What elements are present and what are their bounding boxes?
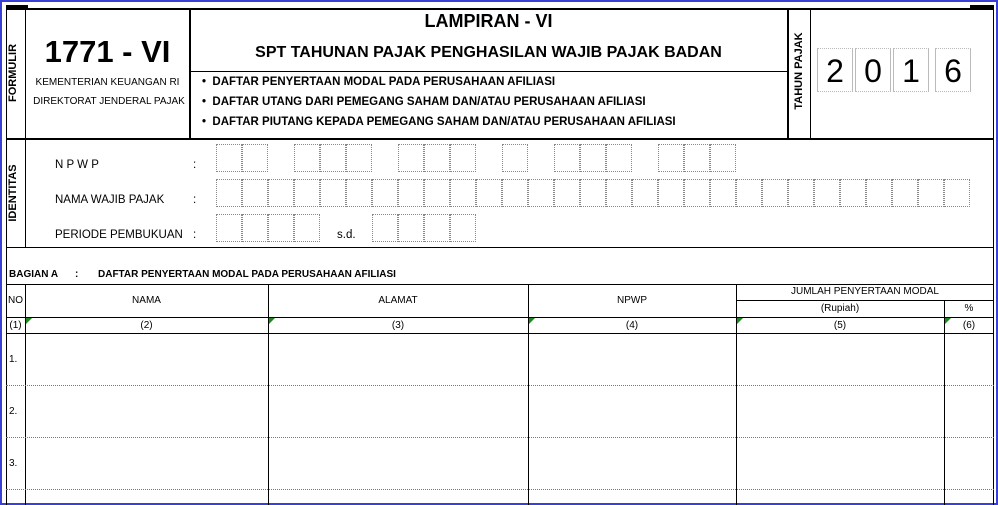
colnum-2: (2) bbox=[140, 320, 153, 331]
period-sd-label: s.d. bbox=[337, 229, 356, 241]
name-char-box[interactable] bbox=[580, 179, 606, 207]
row-separator-1 bbox=[6, 385, 994, 386]
taxpayer-name-colon: : bbox=[193, 194, 197, 206]
identity-divider bbox=[25, 138, 26, 248]
name-char-box[interactable] bbox=[606, 179, 632, 207]
npwp-char-box[interactable] bbox=[450, 144, 476, 172]
name-char-box[interactable] bbox=[528, 179, 554, 207]
bullet-item-2: • DAFTAR UTANG DARI PEMEGANG SAHAM DAN/ATAU PERUSAHAAN AFILIASI bbox=[202, 96, 646, 108]
name-char-box[interactable] bbox=[762, 179, 788, 207]
name-char-box[interactable] bbox=[736, 179, 762, 207]
name-char-box[interactable] bbox=[866, 179, 892, 207]
period-char-box[interactable] bbox=[216, 214, 242, 242]
header-divider-3 bbox=[787, 8, 789, 138]
header-no: NO bbox=[8, 295, 23, 306]
name-char-box[interactable] bbox=[216, 179, 242, 207]
npwp-char-box[interactable] bbox=[606, 144, 632, 172]
table-header-bottom bbox=[6, 317, 994, 318]
period-char-box[interactable] bbox=[268, 214, 294, 242]
top-border bbox=[6, 8, 994, 10]
table-top bbox=[6, 284, 994, 285]
tax-year-digit-1[interactable]: 2 bbox=[817, 48, 853, 92]
npwp-char-box[interactable] bbox=[242, 144, 268, 172]
identity-bottom bbox=[6, 247, 994, 248]
period-char-box[interactable] bbox=[424, 214, 450, 242]
npwp-char-box[interactable] bbox=[216, 144, 242, 172]
name-char-box[interactable] bbox=[346, 179, 372, 207]
taxpayer-name-label: NAMA WAJIB PAJAK bbox=[55, 194, 165, 206]
comment-marker-icon bbox=[945, 318, 951, 324]
npwp-char-box[interactable] bbox=[554, 144, 580, 172]
name-char-box[interactable] bbox=[684, 179, 710, 207]
form-subtitle: SPT TAHUNAN PAJAK PENGHASILAN WAJIB PAJAK BADAN bbox=[255, 44, 722, 61]
period-char-box[interactable] bbox=[242, 214, 268, 242]
period-char-box[interactable] bbox=[294, 214, 320, 242]
name-char-box[interactable] bbox=[294, 179, 320, 207]
name-char-box[interactable] bbox=[658, 179, 684, 207]
header-percent: % bbox=[964, 303, 974, 314]
row-separator-3 bbox=[6, 489, 994, 490]
name-char-box[interactable] bbox=[788, 179, 814, 207]
period-char-box[interactable] bbox=[372, 214, 398, 242]
corner-marker-right bbox=[970, 5, 994, 10]
name-char-box[interactable] bbox=[502, 179, 528, 207]
table-subheader-line bbox=[736, 300, 994, 301]
name-char-box[interactable] bbox=[424, 179, 450, 207]
bullet-text-3: DAFTAR PIUTANG KEPADA PEMEGANG SAHAM DAN/ATAU PERUSAHAAN AFILIASI bbox=[212, 116, 676, 128]
right-border bbox=[993, 8, 994, 505]
colnum-5: (5) bbox=[833, 320, 847, 331]
header-jumlah: JUMLAH PENYERTAAN MODAL bbox=[791, 286, 939, 297]
ministry-name: KEMENTERIAN KEUANGAN RI bbox=[35, 77, 180, 88]
name-char-box[interactable] bbox=[710, 179, 736, 207]
tax-year-digit-3[interactable]: 1 bbox=[893, 48, 929, 92]
name-char-box[interactable] bbox=[632, 179, 658, 207]
row-number-1: 1. bbox=[9, 354, 18, 365]
period-colon: : bbox=[193, 229, 197, 241]
page-title: LAMPIRAN - VI bbox=[424, 11, 553, 31]
npwp-char-box[interactable] bbox=[658, 144, 684, 172]
npwp-char-box[interactable] bbox=[346, 144, 372, 172]
bullet-item-1: • DAFTAR PENYERTAAN MODAL PADA PERUSAHAAN AFILIASI bbox=[202, 76, 556, 88]
name-char-box[interactable] bbox=[814, 179, 840, 207]
tax-year-digit-2[interactable]: 0 bbox=[855, 48, 891, 92]
npwp-colon: : bbox=[193, 159, 197, 171]
header-rupiah: (Rupiah) bbox=[820, 303, 860, 314]
colnum-6: (6) bbox=[962, 320, 976, 331]
formulir-label: FORMULIR bbox=[7, 43, 19, 103]
name-char-box[interactable] bbox=[268, 179, 294, 207]
name-char-box[interactable] bbox=[476, 179, 502, 207]
npwp-char-box[interactable] bbox=[398, 144, 424, 172]
header-npwp: NPWP bbox=[617, 295, 647, 306]
name-char-box[interactable] bbox=[398, 179, 424, 207]
npwp-char-box[interactable] bbox=[502, 144, 528, 172]
colnum-1: (1) bbox=[9, 320, 22, 331]
name-char-box[interactable] bbox=[944, 179, 970, 207]
section-a-title: DAFTAR PENYERTAAN MODAL PADA PERUSAHAAN AFILIASI bbox=[98, 269, 396, 280]
name-char-box[interactable] bbox=[554, 179, 580, 207]
table-colnum-bottom bbox=[6, 333, 994, 334]
name-char-box[interactable] bbox=[450, 179, 476, 207]
comment-marker-icon bbox=[26, 318, 32, 324]
form-code: 1771 - VI bbox=[44, 34, 171, 69]
header-divider-1 bbox=[25, 8, 26, 138]
name-char-box[interactable] bbox=[840, 179, 866, 207]
name-char-box[interactable] bbox=[372, 179, 398, 207]
npwp-label: N P W P bbox=[55, 159, 99, 171]
title-underline bbox=[190, 71, 787, 72]
comment-marker-icon bbox=[737, 318, 743, 324]
bullet-item-3: • DAFTAR PIUTANG KEPADA PEMEGANG SAHAM DAN/ATAU PERUSAHAAN AFILIASI bbox=[202, 116, 676, 128]
header-nama: NAMA bbox=[132, 295, 161, 306]
colnum-4: (4) bbox=[625, 320, 639, 331]
npwp-char-box[interactable] bbox=[424, 144, 450, 172]
section-a-colon: : bbox=[75, 269, 79, 280]
name-char-box[interactable] bbox=[918, 179, 944, 207]
tax-year-label: TAHUN PAJAK bbox=[793, 32, 805, 110]
npwp-char-box[interactable] bbox=[684, 144, 710, 172]
comment-marker-icon bbox=[269, 318, 275, 324]
row-number-3: 3. bbox=[9, 458, 18, 469]
row-number-2: 2. bbox=[9, 406, 18, 417]
bullet-text-1: DAFTAR PENYERTAAN MODAL PADA PERUSAHAAN AFILIASI bbox=[212, 76, 556, 88]
bullet-text-2: DAFTAR UTANG DARI PEMEGANG SAHAM DAN/ATAU PERUSAHAAN AFILIASI bbox=[212, 96, 646, 108]
tax-year-digit-4[interactable]: 6 bbox=[935, 48, 971, 92]
row-separator-2 bbox=[6, 437, 994, 438]
npwp-char-box[interactable] bbox=[580, 144, 606, 172]
npwp-char-box[interactable] bbox=[294, 144, 320, 172]
header-divider-4 bbox=[810, 8, 811, 138]
period-char-box[interactable] bbox=[450, 214, 476, 242]
header-alamat: ALAMAT bbox=[378, 295, 418, 306]
name-char-box[interactable] bbox=[242, 179, 268, 207]
period-char-box[interactable] bbox=[398, 214, 424, 242]
npwp-char-box[interactable] bbox=[710, 144, 736, 172]
name-char-box[interactable] bbox=[892, 179, 918, 207]
identity-label: IDENTITAS bbox=[7, 164, 19, 222]
header-bottom bbox=[6, 138, 994, 140]
period-label: PERIODE PEMBUKUAN bbox=[55, 229, 183, 241]
colnum-3: (3) bbox=[391, 320, 405, 331]
directorate-name: DIREKTORAT JENDERAL PAJAK bbox=[33, 96, 185, 107]
section-a-part: BAGIAN A bbox=[9, 269, 59, 280]
name-char-box[interactable] bbox=[320, 179, 346, 207]
comment-marker-icon bbox=[529, 318, 535, 324]
npwp-char-box[interactable] bbox=[320, 144, 346, 172]
